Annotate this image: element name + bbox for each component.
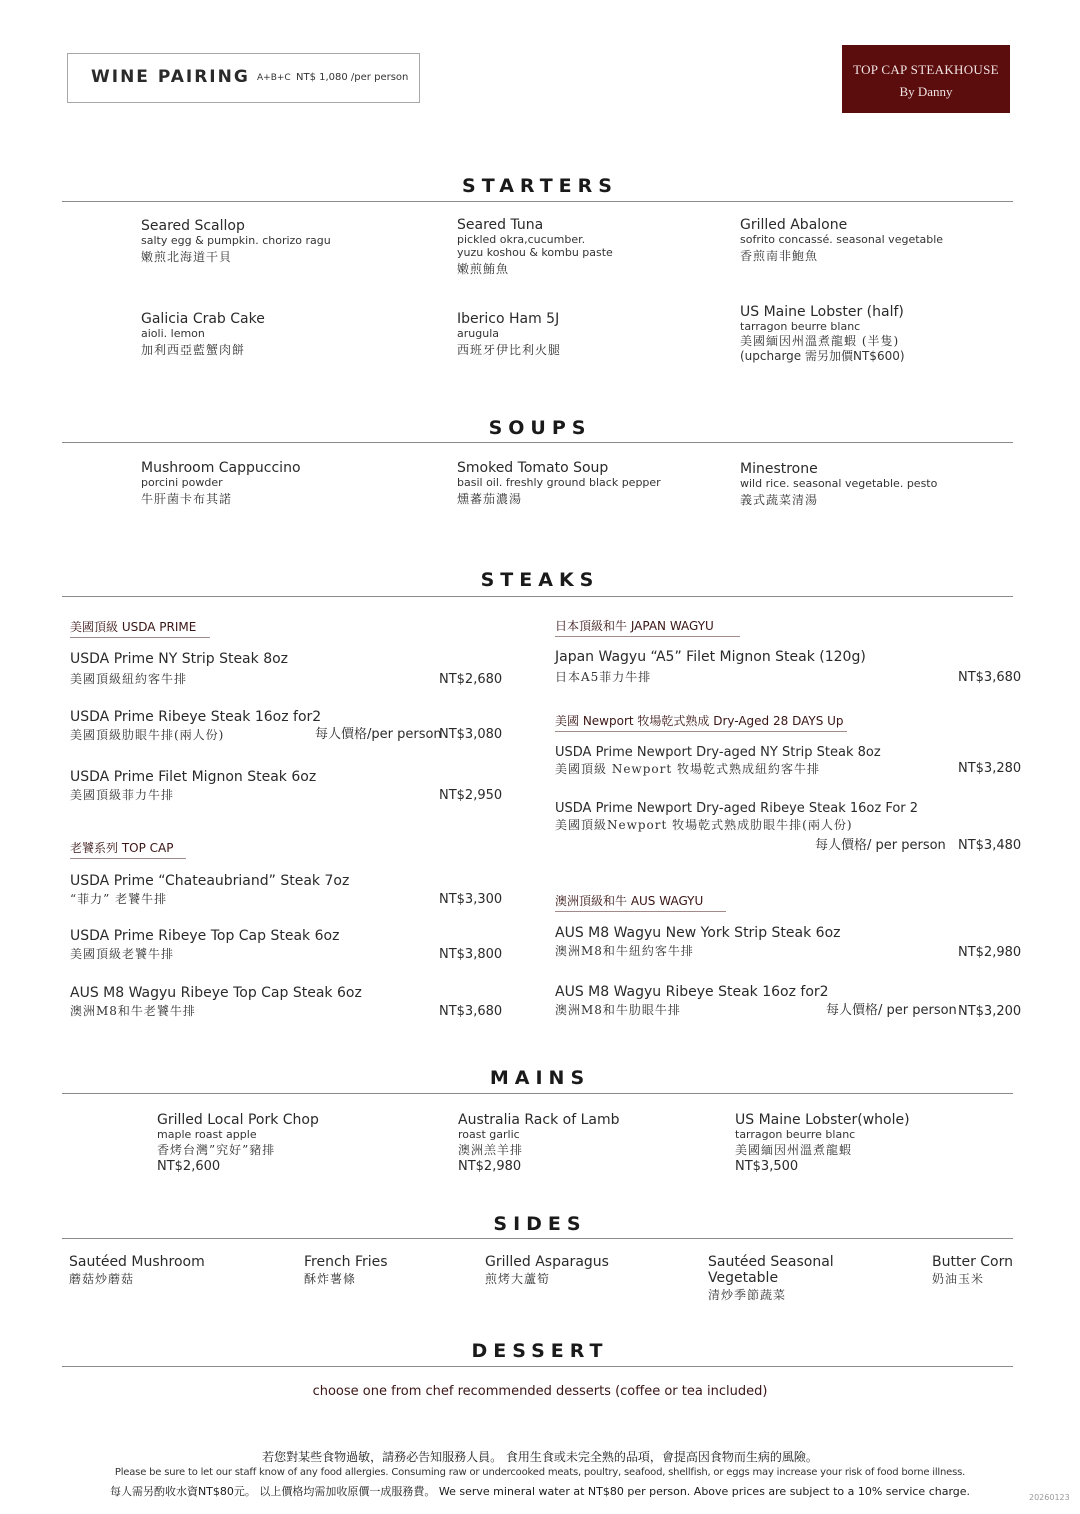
item-zh: 美國緬因州溫煮龍蝦 (半隻) <box>740 334 900 348</box>
item-zh: 澳洲羔羊排 <box>458 1143 524 1157</box>
main-item <box>735 1112 910 1175</box>
item-price: NT$3,300 <box>439 892 503 907</box>
item-price: NT$2,600 <box>157 1159 221 1174</box>
item-zh: 燻蕃茄濃湯 <box>457 492 523 506</box>
item-zh: 美國頂級菲力牛排 <box>70 788 175 802</box>
sides-title: SIDES <box>493 1213 587 1235</box>
steaks-rule <box>62 596 1013 597</box>
item-name-2: Vegetable <box>708 1270 779 1286</box>
item-zh: 酥炸薯條 <box>304 1272 357 1286</box>
item-price: NT$3,200 <box>958 1004 1022 1019</box>
starter-item <box>141 218 331 265</box>
item-name: Australia Rack of Lamb <box>458 1112 620 1128</box>
item-zh: “菲力” 老饕牛排 <box>70 892 168 906</box>
item-zh: 牛肝菌卡布其諾 <box>141 492 233 506</box>
soup-item <box>740 461 937 508</box>
item-price-note: 每人價格/ per person <box>826 1003 957 1018</box>
steak-item <box>70 769 316 803</box>
item-zh: 香煎南非鮑魚 <box>740 249 819 263</box>
item-name: Seared Tuna <box>457 217 544 233</box>
steak-item <box>555 925 840 959</box>
item-upcharge: (upcharge 需另加價NT$600) <box>740 349 905 363</box>
dessert-note: choose one from chef recommended desserts (coffee or tea included) <box>312 1384 768 1399</box>
starter-item <box>740 304 905 363</box>
item-price: NT$3,480 <box>958 838 1022 853</box>
item-name: Galicia Crab Cake <box>141 311 265 327</box>
item-zh: 日本A5菲力牛排 <box>555 670 652 684</box>
side-item <box>932 1254 1013 1287</box>
item-zh: 加利西亞藍蟹肉餅 <box>141 343 246 357</box>
wine-pairing-box <box>67 53 420 103</box>
item-desc: wild rice. seasonal vegetable. pesto <box>740 477 938 490</box>
category-usda-prime: 美國頂級 USDA PRIME <box>70 619 210 638</box>
item-desc: arugula <box>457 327 499 340</box>
item-zh: 美國頂級肋眼牛排(兩人份) <box>70 728 225 742</box>
item-name: USDA Prime Filet Mignon Steak 6oz <box>70 769 317 785</box>
soups-title: SOUPS <box>488 417 592 439</box>
wine-pairing-price: NT$ 1,080 /per person <box>296 72 409 83</box>
item-zh: 義式蔬菜清湯 <box>740 493 819 507</box>
item-name: USDA Prime Ribeye Top Cap Steak 6oz <box>70 928 340 944</box>
steak-item <box>70 651 288 687</box>
starter-item <box>457 217 613 277</box>
dessert-title: DESSERT <box>471 1340 609 1362</box>
item-name: US Maine Lobster (half) <box>740 304 904 320</box>
item-desc: salty egg & pumpkin. chorizo ragu <box>141 234 331 247</box>
item-price: NT$3,680 <box>439 1004 503 1019</box>
item-name: US Maine Lobster(whole) <box>735 1112 910 1128</box>
sides-rule <box>62 1238 1013 1239</box>
brand-logo <box>842 45 1010 113</box>
side-item <box>708 1254 834 1303</box>
soups-rule <box>62 442 1013 443</box>
item-name: Seared Scallop <box>141 218 245 234</box>
brand-byline: By Danny <box>899 84 953 99</box>
item-desc: tarragon beurre blanc <box>735 1128 856 1141</box>
item-name: AUS M8 Wagyu Ribeye Top Cap Steak 6oz <box>70 985 362 1001</box>
starter-item <box>457 311 561 358</box>
allergy-notice-en: Please be sure to let our staff know of any food allergies. Consuming raw or undercooked meats, poultry, seafood, shellfish, or eggs may increase your risk of food borne illness. <box>114 1467 966 1478</box>
item-name: USDA Prime Newport Dry-aged NY Strip Steak 8oz <box>555 745 881 760</box>
item-name: Japan Wagyu “A5” Filet Mignon Steak (120g) <box>555 649 866 665</box>
item-price-note: 每人價格/per person <box>315 727 442 742</box>
item-name: Minestrone <box>740 461 818 477</box>
steak-item <box>555 801 918 833</box>
side-item <box>304 1254 388 1287</box>
item-price: NT$2,980 <box>458 1159 522 1174</box>
steak-item <box>70 709 321 743</box>
item-zh: 煎烤大蘆筍 <box>485 1272 551 1286</box>
item-name: Grilled Asparagus <box>485 1254 609 1270</box>
steak-item <box>555 649 866 685</box>
item-desc: aioli. lemon <box>141 327 205 340</box>
item-desc: sofrito concassé. seasonal vegetable <box>740 233 944 246</box>
item-name: Smoked Tomato Soup <box>457 460 609 476</box>
item-name: Grilled Local Pork Chop <box>157 1112 319 1128</box>
starter-item <box>740 217 943 264</box>
side-item <box>485 1254 609 1287</box>
mains-title: MAINS <box>489 1067 591 1089</box>
category-dry-aged: 美國 Newport 牧場乾式熟成 Dry-Aged 28 DAYS Up <box>555 713 847 732</box>
mains-rule <box>62 1093 1013 1094</box>
soup-item <box>141 460 301 507</box>
steak-item <box>70 873 349 907</box>
steak-item <box>70 928 339 962</box>
item-name: Butter Corn <box>932 1254 1013 1270</box>
item-zh: 美國頂級紐約客牛排 <box>70 672 188 686</box>
item-name: USDA Prime Newport Dry-aged Ribeye Steak 16oz For 2 <box>555 801 919 816</box>
item-desc: basil oil. freshly ground black pepper <box>457 476 661 489</box>
starters-rule <box>62 201 1013 202</box>
item-name: USDA Prime Ribeye Steak 16oz for2 <box>70 709 322 725</box>
main-item <box>157 1112 319 1175</box>
steak-item <box>70 985 362 1019</box>
item-name: French Fries <box>304 1254 388 1270</box>
item-zh: 美國頂級 Newport 牧場乾式熟成紐約客牛排 <box>555 762 820 776</box>
item-name: Iberico Ham 5J <box>457 311 560 327</box>
starter-item <box>141 311 265 358</box>
item-price-note: 每人價格/ per person <box>815 838 946 853</box>
item-desc: roast garlic <box>458 1128 520 1141</box>
item-zh: 美國頂級Newport 牧場乾式熟成肋眼牛排(兩人份) <box>555 818 853 832</box>
item-zh: 嫩煎北海道干貝 <box>141 250 233 264</box>
item-name: Grilled Abalone <box>740 217 848 233</box>
brand-name: TOP CAP STEAKHOUSE <box>853 62 999 77</box>
wine-pairing-title: WINE PAIRING <box>91 67 250 87</box>
item-zh: 美國頂級老饕牛排 <box>70 947 175 961</box>
item-desc-2: yuzu koshou & kombu paste <box>457 246 613 259</box>
item-zh: 澳洲M8和牛老饕牛排 <box>70 1004 196 1018</box>
item-name: AUS M8 Wagyu Ribeye Steak 16oz for2 <box>555 984 829 1000</box>
item-zh: 澳洲M8和牛紐約客牛排 <box>555 944 694 958</box>
document-code: 20260123 <box>1029 1493 1070 1502</box>
item-name: Mushroom Cappuccino <box>141 460 301 476</box>
steaks-title: STEAKS <box>480 569 600 591</box>
wine-pairing-combo: A+B+C <box>257 73 291 83</box>
item-zh: 西班牙伊比利火腿 <box>457 343 562 357</box>
item-desc: tarragon beurre blanc <box>740 320 861 333</box>
item-zh: 香烤台灣”究好”豬排 <box>157 1143 276 1157</box>
item-name: Sautéed Seasonal <box>708 1254 834 1270</box>
item-price: NT$3,080 <box>439 727 503 742</box>
item-desc: pickled okra,cucumber. <box>457 233 586 246</box>
item-price: NT$2,680 <box>439 672 503 687</box>
item-name: Sautéed Mushroom <box>69 1254 205 1270</box>
category-japan-wagyu: 日本頂級和牛 JAPAN WAGYU <box>555 618 740 637</box>
service-charge-notice: 每人需另酌收水資NT$80元。 以上價格均需加收原價一成服務費。 We serve mineral water at NT$80 per person. Above prices are subject to a 10% service charge. <box>109 1485 971 1498</box>
steak-item <box>555 745 881 777</box>
item-price: NT$3,500 <box>735 1159 799 1174</box>
item-name: USDA Prime NY Strip Steak 8oz <box>70 651 289 667</box>
soup-item <box>457 460 661 507</box>
item-desc: maple roast apple <box>157 1128 257 1141</box>
item-name: AUS M8 Wagyu New York Strip Steak 6oz <box>555 925 841 941</box>
item-zh: 美國緬因州溫煮龍蝦 <box>735 1143 853 1157</box>
dessert-rule <box>62 1366 1013 1367</box>
item-price: NT$3,680 <box>958 670 1022 685</box>
item-price: NT$3,800 <box>439 947 503 962</box>
item-name: USDA Prime “Chateaubriand” Steak 7oz <box>70 873 350 889</box>
allergy-notice-zh: 若您對某些食物過敏，請務必告知服務人員。 食用生食或未完全熟的品項，會提高因食物而生病的風險。 <box>262 1450 818 1464</box>
category-aus-wagyu: 澳洲頂級和牛 AUS WAGYU <box>555 893 726 912</box>
item-zh: 澳洲M8和牛肋眼牛排 <box>555 1003 681 1017</box>
item-desc: porcini powder <box>141 476 223 489</box>
item-zh: 清炒季節蔬菜 <box>708 1288 787 1302</box>
item-zh: 奶油玉米 <box>932 1272 985 1286</box>
item-zh: 嫩煎鮪魚 <box>457 262 510 276</box>
item-price: NT$2,980 <box>958 945 1022 960</box>
item-price: NT$2,950 <box>439 788 503 803</box>
steak-item <box>555 984 829 1018</box>
starters-title: STARTERS <box>462 175 618 197</box>
main-item <box>458 1112 619 1175</box>
side-item <box>69 1254 205 1287</box>
category-top-cap: 老饕系列 TOP CAP <box>70 840 186 859</box>
item-zh: 蘑菇炒蘑菇 <box>69 1272 135 1286</box>
item-price: NT$3,280 <box>958 761 1022 776</box>
